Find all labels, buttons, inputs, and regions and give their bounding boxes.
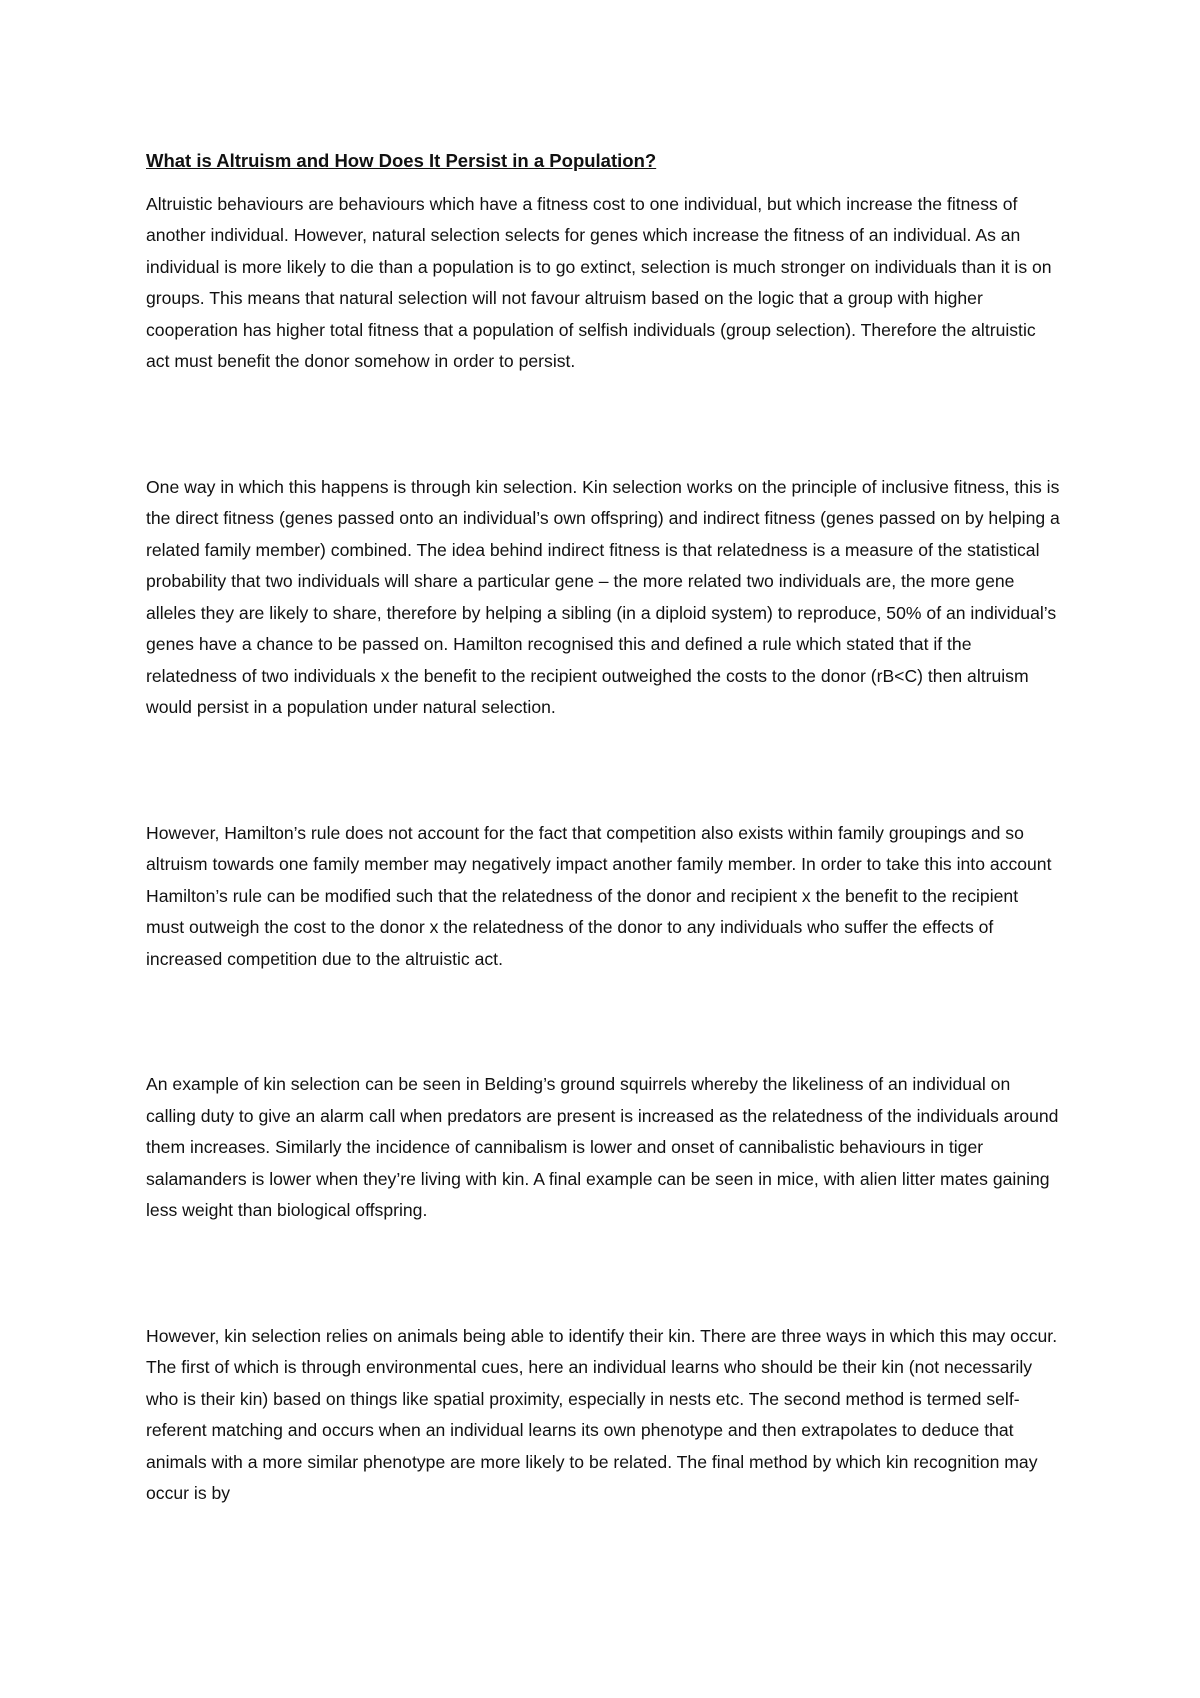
paragraph-hamilton-rule-modification: However, Hamilton’s rule does not account for the fact that competition also exists within family groupings and so altruism towards one family member may negatively impact another family member. In order to take this into account Hamilton’s rule can be modified such that the relatedness of the donor and recipient x the benefit to the recipient must outweigh the cost to the donor x the relatedness of the donor to any individuals who suffer the effects of increased competition due to the altruistic act.	[146, 822, 1052, 969]
paragraph-spacer	[146, 724, 1061, 818]
paragraph-altruism-definition: Altruistic behaviours are behaviours which have a fitness cost to one individual, but which increase the fitness of another individual. However, natural selection selects for genes which increase the fitness of an individual. As an individual is more likely to die than a population is to go extinct, selection is much stronger on individuals than it is on groups. This means that natural selection will not favour altruism based on the logic that a group with higher cooperation has higher total fitness that a population of selfish individuals (group selection). Therefore the altruistic act must benefit the donor somehow in order to persist.	[146, 193, 1052, 371]
paragraph-spacer	[146, 378, 1061, 472]
paragraph-spacer	[146, 975, 1061, 1069]
document-title: What is Altruism and How Does It Persist in a Population?	[146, 150, 657, 171]
paragraph-kin-selection-examples: An example of kin selection can be seen in Belding’s ground squirrels whereby the likeliness of an individual on calling duty to give an alarm call when predators are present is increased as the relatedness of the individuals around them increases. Similarly the incidence of cannibalism is lower and onset of cannibalistic behaviours in tiger salamanders is lower when they’re living with kin. A final example can be seen in mice, with alien litter mates gaining less weight than biological offspring.	[146, 1074, 1059, 1220]
paragraph-kin-selection: One way in which this happens is through kin selection. Kin selection works on the principle of inclusive fitness, this is the direct fitness (genes passed onto an individual’s own offspring) and indirect fitness (genes passed on by helping a related family member) combined. The idea behind indirect fitness is that relatedness is a measure of the statistical probability that two individuals will share a particular gene – the more related two individuals are, the more gene alleles they are likely to share, therefore by helping a sibling (in a diploid system) to reproduce, 50% of an individual’s genes have a chance to be passed on. Hamilton recognised this and defined a rule which stated that if the relatedness of two individuals x the benefit to the recipient outweighed the costs to the donor (rB<C) then altruism would persist in a population under natural selection.	[146, 476, 1060, 717]
document-body	[146, 145, 1061, 1510]
paragraph-spacer	[146, 1227, 1061, 1321]
paragraph-kin-recognition: However, kin selection relies on animals being able to identify their kin. There are three ways in which this may occur. The first of which is through environmental cues, here an individual learns who should be their kin (not necessarily who is their kin) based on things like spatial proximity, especially in nests etc. The second method is termed self-referent matching and occurs when an individual learns its own phenotype and then extrapolates to deduce that animals with a more similar phenotype are more likely to be related. The final method by which kin recognition may occur is by	[146, 1325, 1058, 1503]
